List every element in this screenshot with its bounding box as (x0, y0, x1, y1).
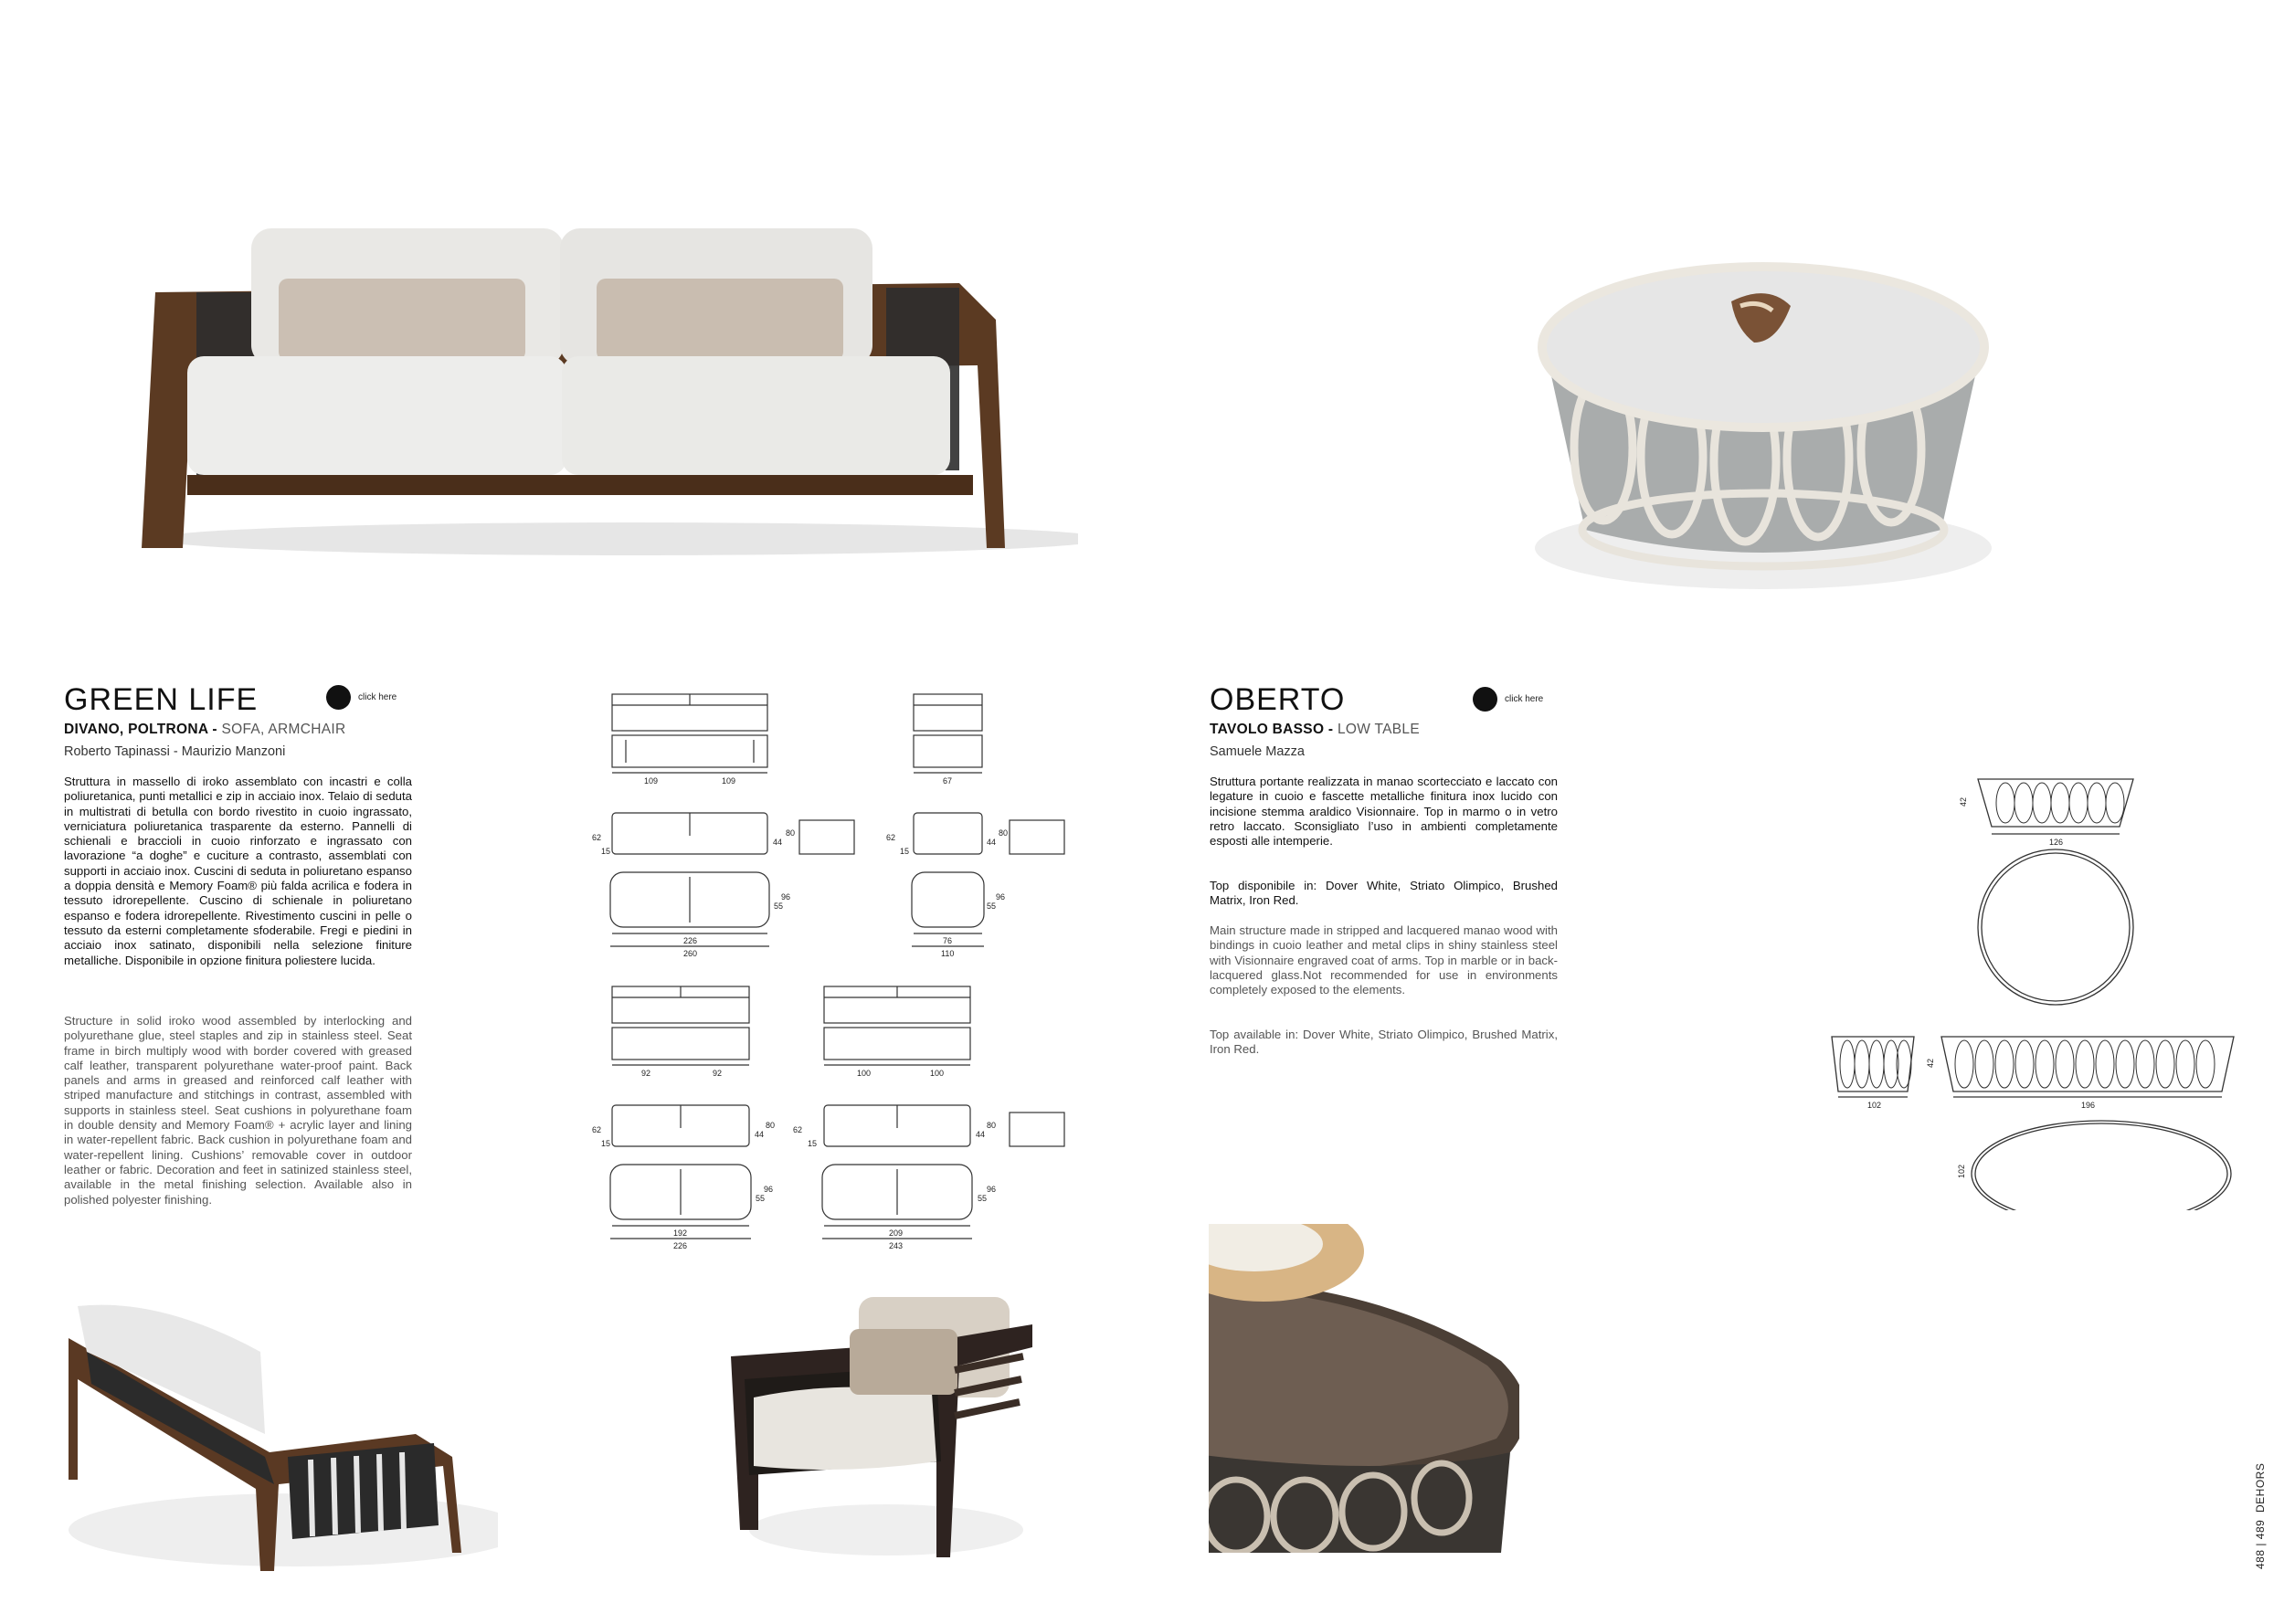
dim-a-h1: 62 (592, 833, 602, 842)
section-name: DEHORS (2254, 1462, 2267, 1513)
subtitle-it: TAVOLO BASSO (1210, 722, 1325, 737)
oval-table-photo (1209, 1224, 1519, 1553)
dim-a-s1: 44 (773, 838, 783, 847)
dim-d-h1: 62 (793, 1125, 803, 1134)
dim-c-wa: 192 (673, 1229, 688, 1238)
dim-a-w2: 109 (722, 776, 736, 786)
dim-c-s2: 80 (766, 1121, 776, 1130)
sofa-technical-drawings (585, 685, 1096, 1251)
subtitle-en: SOFA, ARMCHAIR (221, 722, 346, 737)
dim-b-wa: 76 (943, 936, 953, 945)
click-here-label: click here (1505, 694, 1544, 704)
dim-c-h1: 62 (592, 1125, 602, 1134)
sofa-photo (100, 219, 1078, 557)
dim-b-s2: 80 (999, 828, 1009, 838)
oval-width-label: 196 (2081, 1101, 2096, 1110)
dim-a-d2: 96 (781, 892, 791, 902)
dim-b-s1: 44 (987, 838, 997, 847)
dim-a-h2: 15 (601, 847, 611, 856)
dim-c-d1: 55 (756, 1194, 766, 1203)
dim-a-wa: 226 (683, 936, 698, 945)
dim-c-d2: 96 (764, 1185, 774, 1194)
dim-a-d1: 55 (774, 902, 784, 911)
oberto-description-en: Main structure made in stripped and lacquered manao wood with bindings in cuoio leather and metal clips in shiny stainless steel with Visionnaire engraved coat of arms. Top in marble or in back-lacquered glass.Not recommended for use in environments completely exposed to the elements. (1210, 923, 1558, 997)
oval-height-label: 42 (1926, 1058, 1935, 1068)
dim-b-d1: 55 (987, 902, 997, 911)
green-life-title: GREEN LIFE (64, 682, 259, 717)
armchair-photo (731, 1292, 1042, 1566)
dim-d-s1: 44 (976, 1130, 986, 1139)
oberto-tops-it: Top disponibile in: Dover White, Striato Olimpico, Brushed Matrix, Iron Red. (1210, 879, 1558, 908)
round-table-photo (1517, 256, 2010, 603)
dim-d-wa: 209 (889, 1229, 904, 1238)
oval-depth-label: 102 (1867, 1101, 1882, 1110)
dim-b-wb: 110 (941, 949, 955, 958)
oberto-tops-en: Top available in: Dover White, Striato Olimpico, Brushed Matrix, Iron Red. (1210, 1028, 1558, 1057)
click-dot-icon (1473, 687, 1497, 712)
oberto-subtitle (1210, 722, 1420, 738)
dim-b-h1: 62 (886, 833, 896, 842)
subtitle-en: LOW TABLE (1338, 722, 1420, 737)
dim-c-wb: 226 (673, 1241, 688, 1250)
dim-d-w2: 100 (930, 1069, 945, 1078)
dim-d-h2: 15 (808, 1139, 818, 1148)
oberto-click-here[interactable] (1473, 687, 1543, 712)
oval-plan-depth-label: 102 (1957, 1164, 1966, 1178)
sofa-angle-photo (50, 1297, 498, 1571)
subtitle-sep: - (207, 722, 222, 737)
dim-a-wb: 260 (683, 949, 698, 958)
dim-d-d2: 96 (987, 1185, 997, 1194)
oberto-designers: Samuele Mazza (1210, 744, 1305, 759)
green-life-description-it: Struttura in massello di iroko assemblato con incastri e colla poliuretanica, punti metallici e zip in acciaio inox. Telaio di seduta in multistrati di betulla con bordo rivestito in cuoio ingrassato, verniciatura poliuretanica trasparente da esterno. Pannelli di schienali e braccioli in cuoio rinforzato e ingrassato con lavorazione “a doghe” e cuciture a contrasto, assemblati con supporti in acciaio inox. Cuscini di seduta in poliuretano espanso a doppia densità e Memory Foam® più falda acrilica e fodera in tessuto idrorepellente. Cuscino di schienale in poliuretano espanso e fodera idrorepellente. Rivestimento cuscini in pelle o tessuto da esterni completamente sfoderabile. Fregi e piedini in acciaio inox satinato, disponibili nella selezione finiture metalliche. Disponibile in opzione finitura poliestere lucida. (64, 775, 412, 967)
round-diameter-label: 126 (2049, 838, 2064, 847)
page-numbers: 488 | 489 (2254, 1519, 2267, 1569)
green-life-subtitle (64, 722, 345, 738)
click-dot-icon (326, 685, 351, 710)
round-height-label: 42 (1959, 796, 1968, 807)
subtitle-sep: - (1324, 722, 1338, 737)
dim-a-w1: 109 (644, 776, 659, 786)
click-here-label: click here (358, 692, 397, 702)
dim-c-w1: 92 (641, 1069, 651, 1078)
dim-d-d1: 55 (978, 1194, 988, 1203)
green-life-click-here[interactable] (326, 685, 397, 710)
dim-c-w2: 92 (713, 1069, 723, 1078)
green-life-description-en: Structure in solid iroko wood assembled by interlocking and polyurethane glue, steel staples and zip in stainless steel. Seat frame in birch multiply wood with border covered with greased calf leather, transparent polyurethane water-proof paint. Back panels and arms in greased and reinforced calf leather with striped manufacture and stitchings in contrast, assembled with supports in stainless steel. Seat cushions in polyurethane foam in double density and Memory Foam® + acrylic layer and lining in water-repellent fabric. Back cushion in polyurethane foam and water-repellent lining. Cushions’ removable cover in outdoor leather or fabric. Decoration and feet in satinized stainless steel, available in the metal finishing selection. Available also in polished polyester finishing. (64, 1014, 412, 1207)
oberto-title: OBERTO (1210, 682, 1346, 717)
dim-d-w1: 100 (857, 1069, 872, 1078)
oberto-description-it: Struttura portante realizzata in manao scortecciato e laccato con legature in cuoio e fascette metalliche finitura inox lucido con incisione stemma araldico Visionnaire. Top in marmo o in vetro retro laccato. Sconsigliato l’uso in ambienti completamente esposti alle intemperie. (1210, 775, 1558, 849)
dim-c-s1: 44 (755, 1130, 765, 1139)
dim-b-w1: 67 (943, 776, 953, 786)
green-life-designers: Roberto Tapinassi - Maurizio Manzoni (64, 744, 286, 759)
dim-d-s2: 80 (987, 1121, 997, 1130)
dim-b-d2: 96 (996, 892, 1006, 902)
table-technical-drawings (1827, 772, 2238, 1210)
subtitle-it: DIVANO, POLTRONA (64, 722, 208, 737)
dim-a-s2: 80 (786, 828, 796, 838)
dim-d-wb: 243 (889, 1241, 904, 1250)
dim-c-h2: 15 (601, 1139, 611, 1148)
page-footer (2254, 1463, 2267, 1569)
dim-b-h2: 15 (900, 847, 910, 856)
